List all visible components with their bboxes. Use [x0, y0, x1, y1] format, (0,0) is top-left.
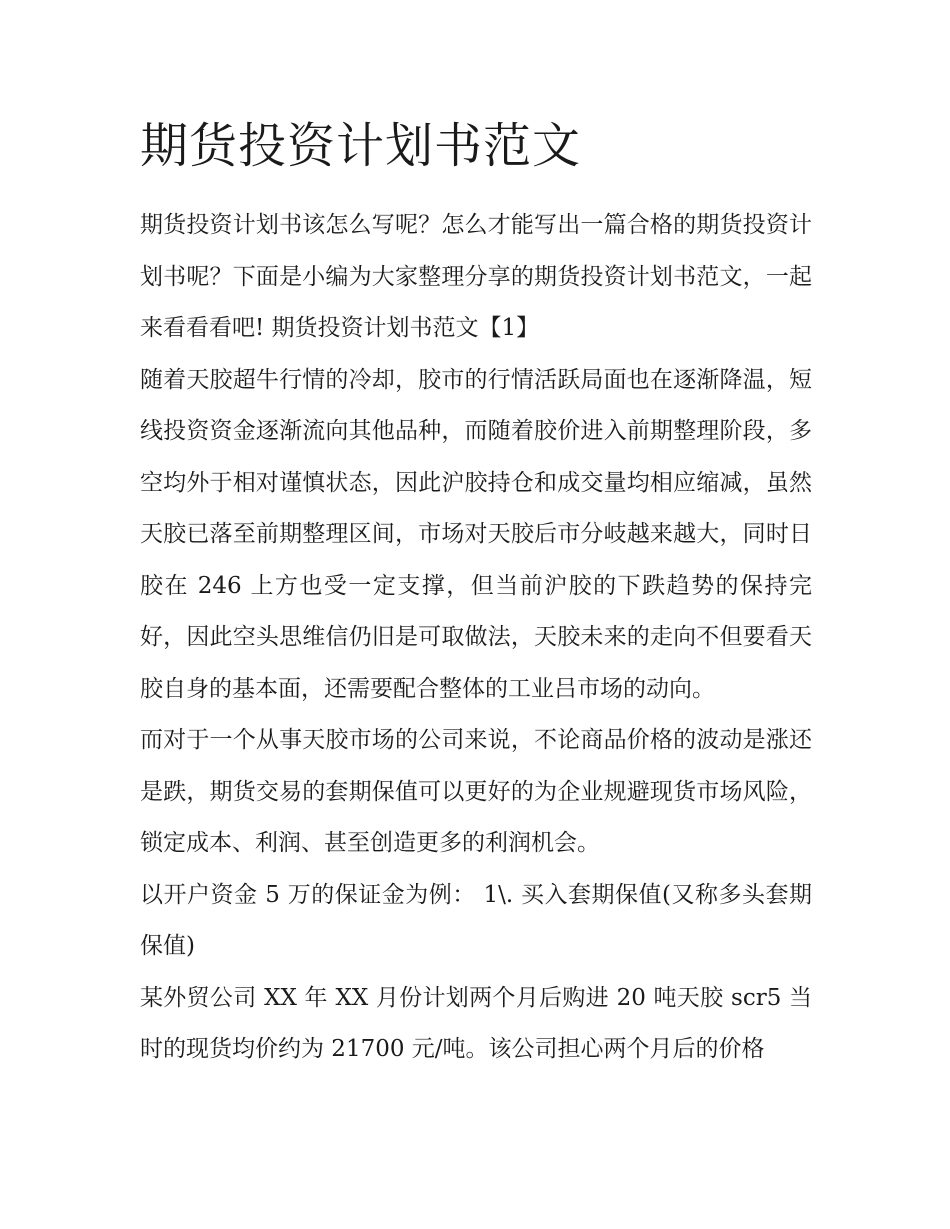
- paragraph-example-heading: 以开户资金 5 万的保证金为例： 1\. 买入套期保值(又称多头套期保值): [140, 881, 812, 959]
- paragraph-market-analysis: 随着天胶超牛行情的冷却，胶市的行情活跃局面也在逐渐降温，短线投资资金逐渐流向其他品种，而随着胶价进入前期整理阶段，多空均外于相对谨慎状态，因此沪胶持仓和成交量均相应缩减，虽然天胶已落至前期整理区间，市场对天胶后市分岐越来越大，同时日胶在 246 上方也受一定支撑，但当前沪胶的下跌趋势的保持完好，因此空头思维信仍旧是可取做法，天胶未来的走向不但要看天胶自身的基本面，还需要配合整体的工业吕市场的动向。: [140, 366, 812, 702]
- paragraph-hedging-benefit: 而对于一个从事天胶市场的公司来说，不论商品价格的波动是涨还是跌，期货交易的套期保值可以更好的为企业规避现货市场风险，锁定成本、利润、甚至创造更多的利润机会。: [140, 727, 812, 856]
- document-body: [140, 110, 812, 1076]
- paragraph-intro: 期货投资计划书该怎么写呢？怎么才能写出一篇合格的期货投资计划书呢？下面是小编为大家整理分享的期货投资计划书范文，一起来看看看吧! 期货投资计划书范文【1】: [140, 212, 812, 341]
- document-title: 期货投资计划书范文: [140, 118, 582, 174]
- paragraph-example-case: 某外贸公司 XX 年 XX 月份计划两个月后购进 20 吨天胶 scr5 当时的现货均价约为 21700 元/吨。该公司担心两个月后的价格: [140, 984, 812, 1062]
